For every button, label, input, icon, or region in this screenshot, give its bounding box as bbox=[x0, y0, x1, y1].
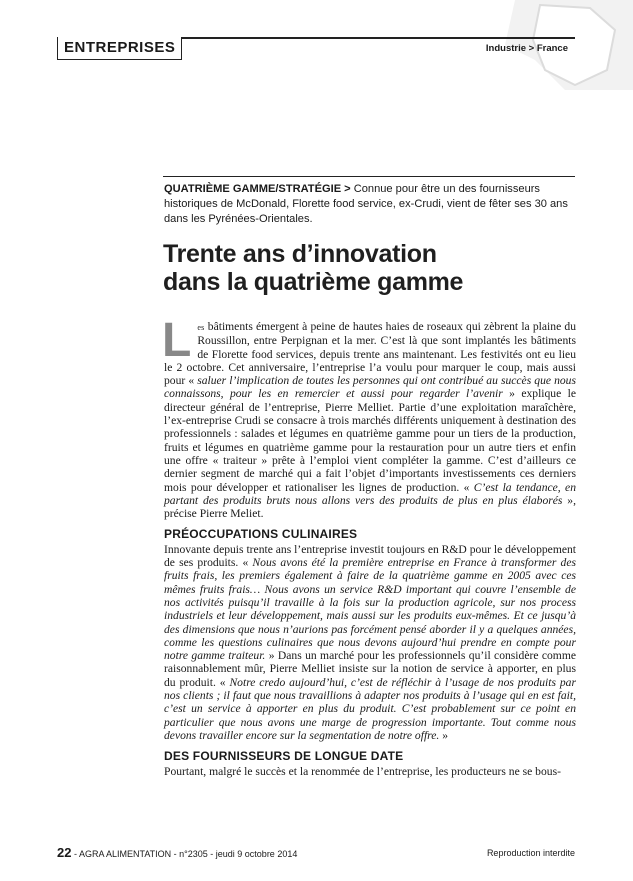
small-caps-start: es bbox=[197, 323, 205, 332]
article-body bbox=[162, 314, 577, 778]
paragraph-1 bbox=[162, 314, 577, 521]
article-title-line-1: Trente ans d’innovation bbox=[163, 240, 437, 268]
page-footer bbox=[57, 845, 575, 860]
paragraph-2-text-b: » Dans un marché pour les professionnels qu’il considère comme raisonnablement mûr, Pierre Melliet insiste sur la notion de service à apporter, en plus du produit. « bbox=[164, 649, 576, 689]
breadcrumb: Industrie > France bbox=[485, 43, 568, 54]
subheading-suppliers: DES FOURNISSEURS DE LONGUE DATE bbox=[164, 749, 404, 764]
publication-info: - AGRA ALIMENTATION - n°2305 - jeudi 9 octobre 2014 bbox=[71, 849, 298, 859]
paragraph-1-quote-2: C’est la tendance, en partant des produits bruts nous allons vers des produits de plus en plus élaborés bbox=[164, 480, 576, 507]
lead-paragraph bbox=[164, 182, 576, 227]
paragraph-2-quote: Nous avons été la première entreprise en France à transformer des fruits frais, les premiers également à faire de la quatrième gamme en 2005 avec ces mêmes fruits frais… Nous avons un service R&D important qui couvre l’ensemble de nos activités puisqu’il travaille à la fois sur la production agricole, sur nos process industriels et leur développement, mais aussi sur les produits eux-mêmes. Et ce jusqu’à des dimensions que nous n’aurions pas forcément pensé aborder il y a quelques années, comme les questions culinaires que nous devons aujourd’hui prendre en compte pour notre gamme traiteur. bbox=[164, 556, 576, 663]
reproduction-notice: Reproduction interdite bbox=[486, 848, 575, 858]
subheading-culinary: PRÉOCCUPATIONS CULINAIRES bbox=[164, 527, 358, 542]
section-tag: ENTREPRISES bbox=[57, 37, 182, 60]
paragraph-1-quote: saluer l’implication de toutes les personnes qui ont contribué au succès que nous connaissons, pour les en remercier et aussi pour regarder l’avenir bbox=[164, 374, 576, 401]
lead-rule bbox=[163, 176, 575, 177]
lead-text: Connue pour être un des fournisseurs historiques de McDonald, Florette food service, ex-Crudi, vient de fêter ses 30 ans dans les Pyrénées-Orientales. bbox=[164, 183, 568, 225]
paragraph-3: Pourtant, malgré le succès et la renommée de l’entreprise, les producteurs ne se bous- bbox=[164, 764, 561, 778]
page-number: 22 bbox=[57, 845, 72, 860]
paragraph-2 bbox=[164, 543, 576, 742]
article-title-line-2: dans la quatrième gamme bbox=[163, 268, 464, 296]
article-title bbox=[163, 240, 583, 296]
paragraph-1-text-b: » explique le directeur général de l’entreprise, Pierre Melliet. Partie d’une exploitation maraîchère, l’ex-entreprise Crudi se consacre à trois marchés différents uniquement à destination des professionnels : salades et légumes en quatrième gamme pour un tiers de la production, fruits et légumes en quatrième gamme pour la restauration pour un autre tiers et enfin une offre « traiteur » prête à l’emploi vient compléter la gamme. C’est d’ailleurs ce dernier segment de marché qui a fait l’objet d’importants investissements ces derniers mois pour développer et rationaliser les lignes de production. « bbox=[164, 387, 576, 494]
paragraph-2-quote-2: Notre credo aujourd’hui, c’est de réfléchir à l’usage de nos produits par nos clients ; il faut que nous travaillions à adapter nos produits à l’usage qui en est fait, c’est un service à apporter en plus du produit. C’est probablement sur ce point en particulier que nous avons une marge de progression importante. Tout comme nous devons travailler encore sur la segmentation de notre offre. bbox=[164, 675, 576, 742]
paragraph-2-text-c: » bbox=[439, 728, 449, 742]
lead-kicker: QUATRIÈME GAMME/STRATÉGIE > bbox=[164, 183, 351, 195]
paragraph-1-text-c: », précise Pierre Meliet. bbox=[164, 493, 577, 521]
drop-cap: L bbox=[162, 314, 192, 367]
paragraph-2-text-a: Innovante depuis trente ans l’entreprise investit toujours en R&D pour le développement de ses produits. « bbox=[164, 542, 576, 570]
paragraph-1-text-a: bâtiments émergent à peine de hautes haies de roseaux qui zèbrent la plaine du Roussillon, entre Perpignan et la mer. C’est là que sont implantés les bâtiments de Florette food services, depuis trente ans maintenant. Les festivités ont eu lieu le 2 octobre. Cet anniversaire, l’entreprise l’a voulu pour marquer le coup, mais aussi pour « bbox=[164, 320, 576, 388]
